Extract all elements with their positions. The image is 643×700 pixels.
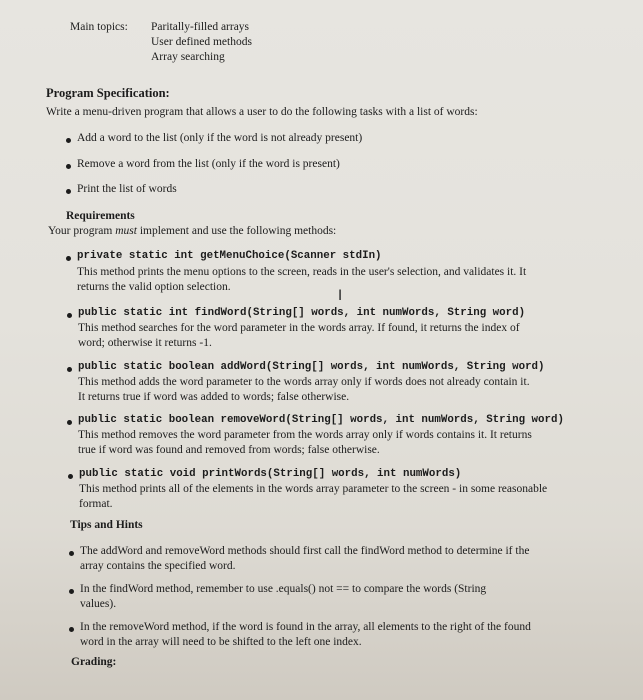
bullet-icon — [69, 627, 74, 632]
spec-heading: Program Specification: — [46, 86, 170, 100]
method-desc: This method removes the word parameter from the words array only if words contains it. It returns — [78, 429, 532, 441]
bullet-icon — [67, 313, 72, 318]
method-desc: This method prints the menu options to the screen, reads in the user's selection, and validates it. It — [77, 266, 527, 278]
main-topics-label: Main topics: — [70, 21, 128, 33]
tip-text: values). — [80, 598, 117, 610]
method-desc: true if word was found and removed from words; false otherwise. — [78, 444, 380, 456]
grading-heading: Grading: — [71, 656, 117, 668]
task-item: Add a word to the list (only if the word is not already present) — [77, 132, 363, 144]
requirements-heading: Requirements — [66, 210, 135, 222]
tip-text: word in the array will need to be shifted to the left one index. — [80, 636, 362, 648]
method-desc: It returns true if word was added to words; false otherwise. — [78, 391, 350, 403]
method-desc: This method prints all of the elements in the words array parameter to the screen - in some reasonable — [79, 483, 548, 495]
bullet-icon — [67, 420, 72, 425]
bullet-icon — [69, 551, 74, 556]
topic-item: Paritally-filled arrays — [151, 21, 250, 33]
topic-item: User defined methods — [151, 36, 252, 48]
text-cursor-icon: I — [338, 288, 343, 304]
bullet-icon — [67, 367, 72, 372]
bullet-icon — [66, 256, 71, 261]
spec-intro: Write a menu-driven program that allows a user to do the following tasks with a list of words: — [46, 106, 478, 118]
method-desc: returns the valid option selection. — [77, 281, 231, 293]
method-desc: This method searches for the word parameter in the words array. If found, it returns the index of — [78, 322, 520, 334]
requirements-intro-a: Your program — [48, 225, 113, 237]
tip-text: In the removeWord method, if the word is found in the array, all elements to the right of the found — [80, 621, 531, 633]
method-signature: public static int findWord(String[] words, int numWords, String word) — [78, 307, 526, 319]
requirements-intro-emphasis: must — [115, 225, 137, 237]
bullet-icon — [66, 138, 71, 143]
requirements-intro-b: implement and use the following methods: — [139, 225, 337, 237]
method-signature: public static void printWords(String[] words, int numWords) — [79, 468, 462, 480]
task-item: Remove a word from the list (only if the word is present) — [77, 158, 340, 170]
tip-text: The addWord and removeWord methods should first call the findWord method to determine if the — [80, 545, 530, 557]
method-desc: This method adds the word parameter to the words array only if words does not already contain it. — [78, 376, 530, 388]
bullet-icon — [66, 189, 71, 194]
tips-heading: Tips and Hints — [70, 519, 143, 531]
bullet-icon — [68, 474, 73, 479]
method-signature: public static boolean removeWord(String[] words, int numWords, String word) — [78, 414, 564, 426]
method-desc: format. — [79, 498, 113, 510]
method-signature: private static int getMenuChoice(Scanner stdIn) — [77, 250, 382, 262]
bullet-icon — [66, 164, 71, 169]
requirements-intro — [48, 225, 336, 237]
method-signature: public static boolean addWord(String[] words, int numWords, String word) — [78, 361, 545, 373]
method-desc: word; otherwise it returns -1. — [78, 337, 212, 349]
bullet-icon — [69, 589, 74, 594]
tip-text: array contains the specified word. — [80, 560, 236, 572]
task-item: Print the list of words — [77, 183, 177, 195]
topic-item: Array searching — [151, 51, 225, 63]
tip-text: In the findWord method, remember to use .equals() not == to compare the words (String — [80, 583, 487, 595]
